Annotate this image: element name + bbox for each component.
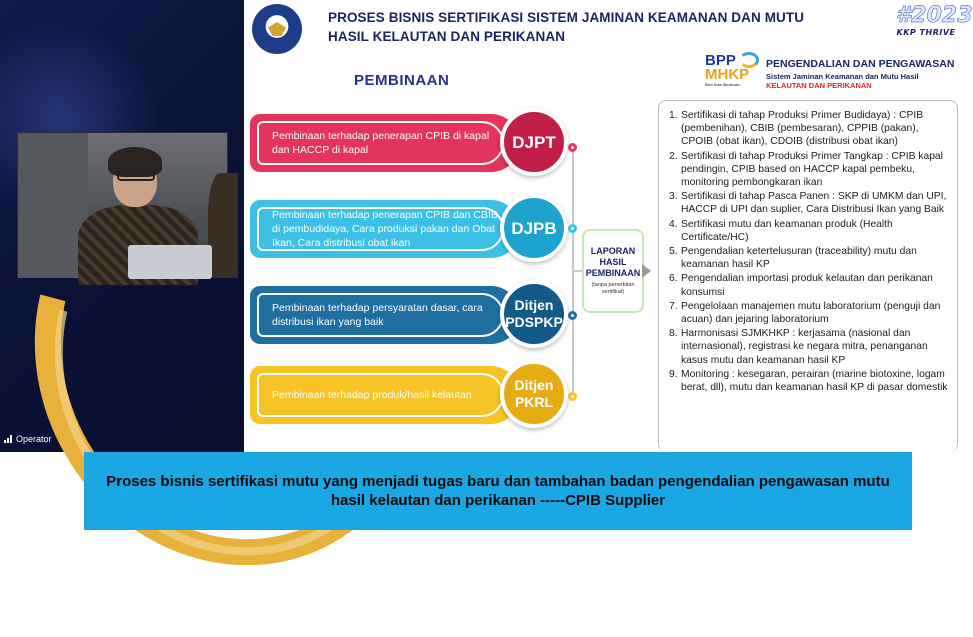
laporan-title: LAPORAN HASIL PEMBINAAN — [585, 246, 641, 278]
video-laptop — [128, 245, 212, 279]
presentation-slide — [244, 0, 973, 452]
slide-title: PROSES BISNIS SERTIFIKASI SISTEM JAMINAN KEAMANAN DAN MUTU HASIL KELAUTAN DAN PERIKANAN — [328, 10, 805, 44]
pembinaan-text: Pembinaan terhadap penerapan CPIB di kapal dan HACCP di kapal — [272, 130, 490, 156]
list-item-number: 8. — [669, 328, 678, 340]
bpp-mhkp-logo — [705, 54, 765, 87]
agency-badge-djpb: DJPB — [500, 194, 568, 262]
badge-year: #2023 — [896, 3, 973, 28]
bpp-logo-line1: BPP — [705, 52, 736, 69]
video-speaker-glasses — [117, 173, 155, 181]
connector-dot — [568, 392, 577, 401]
list-item-number: 5. — [669, 246, 678, 258]
flow-connector-vertical — [572, 148, 574, 398]
participant-video-tile[interactable] — [17, 132, 228, 277]
pengendalian-header — [766, 58, 956, 90]
list-item-text: Monitoring : kesegaran, perairan (marine biotoxine, logam berat, dll), mutu dan keamanan hasil KP di pasar domestik — [681, 368, 948, 394]
pembinaan-row-pdspkp — [250, 280, 575, 350]
connector-dot — [568, 311, 577, 320]
agency-badge-pdspkp: Ditjen PDSPKP — [500, 280, 568, 348]
list-item-number: 6. — [669, 273, 678, 285]
pembinaan-band — [250, 114, 520, 172]
video-sidebar — [0, 0, 244, 452]
laporan-hasil-box — [582, 229, 644, 313]
pembinaan-row-pkrl — [250, 360, 575, 430]
list-item-text: Pengelolaan manajemen mutu laboratorium (penguji dan acuan) dan jejaring laboratorium — [681, 300, 941, 326]
bpp-logo-line2: MHKP — [705, 66, 750, 83]
pembinaan-row-djpt — [250, 108, 575, 178]
list-item-number: 9. — [669, 368, 678, 380]
list-item-text: Pengendalian importasi produk kelautan dan perikanan konsumsi — [681, 273, 933, 298]
laporan-note: (tanpa penerbitan sertifikat) — [591, 282, 635, 295]
list-item-text: Sertifikasi di tahap Produksi Primer Budidaya) : CPIB (pembenihan), CBIB (pembesaran), CPPIB (pakan), CPOIB (obat ikan), CDOIB (distribusi obat ikan) — [681, 110, 924, 148]
pembinaan-band — [250, 366, 520, 424]
pengendalian-list — [669, 109, 949, 394]
participant-name-tag — [4, 434, 52, 444]
agency-badge-djpt: DJPT — [500, 108, 568, 176]
video-side-person — [208, 173, 238, 278]
caption-text: Proses bisnis sertifikasi mutu yang menjadi tugas baru dan tambahan badan pengendalian pengawasan mutu hasil kelautan dan perikanan -----CPIB Supplier — [106, 473, 890, 509]
signal-strength-icon — [4, 435, 12, 443]
caption-banner — [84, 452, 912, 530]
list-item — [669, 245, 949, 271]
pembinaan-row-djpb — [250, 194, 575, 264]
list-item-text: Harmonisasi SJMKHKP : kerjasama (nasional dan internasional), registrasi ke negara mitra, penanganan kasus mutu dan keamanan hasil KP — [681, 328, 928, 366]
list-item-number: 2. — [669, 150, 678, 162]
pengendalian-sub1: Sistem Jaminan Keamanan dan Mutu Hasil — [766, 72, 919, 81]
list-item-text: Sertifikasi mutu dan keamanan produk (Health Certificate/HC) — [681, 218, 893, 243]
list-item — [669, 150, 949, 190]
list-item-text: Sertifikasi di tahap Produksi Primer Tangkap : CPIB kapal pendingin, CPIB based on HACCP kapal pembeku, monitoring pembongkaran ikan — [681, 150, 943, 189]
list-item — [669, 218, 949, 244]
list-item — [669, 190, 949, 216]
list-item-number: 1. — [669, 110, 678, 121]
participant-name: Operator — [16, 434, 52, 444]
pengendalian-sub2: KELAUTAN DAN PERIKANAN — [766, 81, 872, 90]
pengendalian-list-box — [658, 100, 958, 452]
pembinaan-text: Pembinaan terhadap produk/hasil kelautan — [272, 389, 472, 401]
kkp-thrive-badge — [896, 3, 973, 37]
list-item — [669, 327, 949, 367]
bpp-logo-tagline: Biro Ikan Bermutu — [705, 82, 740, 87]
badge-subtitle: KKP THRIVE — [896, 28, 956, 37]
arrow-right-icon — [642, 264, 651, 278]
connector-dot — [568, 143, 577, 152]
pembinaan-heading: PEMBINAAN — [354, 72, 450, 89]
connector-dot — [568, 224, 577, 233]
bpp-swirl-icon — [739, 52, 759, 68]
pembinaan-band — [250, 200, 520, 258]
pembinaan-band — [250, 286, 520, 344]
list-item — [669, 272, 949, 298]
list-item — [669, 109, 949, 149]
list-item-number: 4. — [669, 218, 678, 230]
pembinaan-text: Pembinaan terhadap persyaratan dasar, cara distribusi ikan yang baik — [272, 302, 483, 328]
list-item-text: Pengendalian ketertelusuran (traceability) mutu dan keamanan hasil KP — [681, 246, 917, 271]
list-item-number: 7. — [669, 300, 678, 312]
list-item-number: 3. — [669, 191, 678, 203]
kkp-logo-icon — [252, 4, 302, 54]
pengendalian-heading: PENGENDALIAN DAN PENGAWASAN — [766, 58, 955, 70]
pembinaan-text: Pembinaan terhadap penerapan CPIB dan CBIB di pembudidaya, Cara produksi pakan dan Obat Ikan, Cara distribusi obat ikan — [272, 209, 498, 249]
agency-badge-pkrl: Ditjen PKRL — [500, 360, 568, 428]
list-item — [669, 368, 949, 394]
list-item — [669, 300, 949, 326]
list-item-text: Sertifikasi di tahap Pasca Panen : SKP di UMKM dan UPI, HACCP di UPI dan suplier, Cara Distribusi Ikan yang Baik — [681, 191, 947, 216]
